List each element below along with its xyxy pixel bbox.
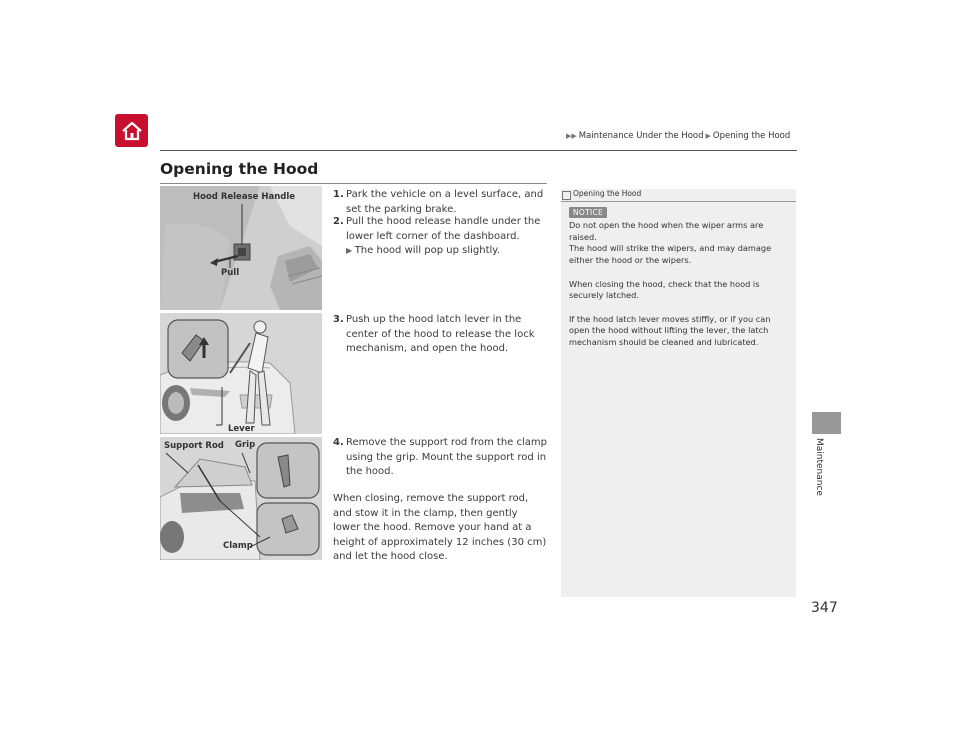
note-divider (561, 201, 796, 202)
hood-release-figure (160, 186, 322, 310)
note-title: Opening the Hood (573, 189, 642, 198)
reference-box-icon (562, 191, 571, 200)
section-tab-marker[interactable] (812, 412, 841, 434)
step-number: 1. (333, 189, 344, 200)
support-rod-figure (160, 437, 322, 560)
figure-label: Pull (221, 268, 240, 278)
note-sidebar (561, 189, 796, 597)
breadcrumb-arrow-icon: ▶ (705, 132, 711, 140)
note-paragraph: When closing the hood, check that the hood is securely latched. (569, 278, 760, 301)
note-header (561, 189, 796, 201)
step-text: Remove the support rod from the clamp using the grip. Mount the support rod in the hood. (346, 437, 547, 477)
figure-label: Hood Release Handle (193, 192, 296, 202)
page-title: Opening the Hood (160, 160, 319, 178)
breadcrumb (566, 131, 790, 141)
step-2 (333, 215, 547, 259)
breadcrumb-item[interactable]: Opening the Hood (712, 131, 791, 141)
title-divider (160, 183, 547, 184)
header-divider (160, 150, 797, 151)
step-number: 3. (333, 314, 344, 325)
step-number: 2. (333, 216, 344, 227)
step-number: 4. (333, 437, 344, 448)
note-paragraph: If the hood latch lever moves stiffly, or if you can open the hood without lifting the lever, the latch mechanism should be cleaned and lubricated. (569, 313, 771, 347)
result-arrow-icon: ▶ (346, 246, 355, 255)
hood-latch-illustration (160, 313, 322, 434)
breadcrumb-arrow-icon: ▶▶ (566, 132, 577, 140)
step-1 (333, 188, 547, 217)
home-icon (120, 120, 144, 142)
page-number: 347 (811, 600, 838, 616)
breadcrumb-item[interactable]: Maintenance Under the Hood (578, 131, 704, 141)
hood-release-illustration (160, 186, 322, 310)
step-3 (333, 313, 547, 357)
figure-label: Clamp (223, 541, 253, 551)
step-result-text: The hood will pop up slightly. (354, 245, 500, 256)
notice-badge: NOTICE (569, 207, 607, 218)
step-4 (333, 436, 547, 480)
hood-latch-figure (160, 313, 322, 434)
step-text: Push up the hood latch lever in the center of the hood to release the lock mechanism, and open the hood. (346, 314, 535, 354)
step-text: Pull the hood release handle under the lower left corner of the dashboard. (346, 216, 541, 242)
figure-label: Lever (228, 424, 255, 434)
home-button[interactable] (115, 114, 148, 147)
figure-label: Grip (235, 440, 256, 450)
step-text: Park the vehicle on a level surface, and set the parking brake. (346, 189, 544, 215)
step-result (333, 244, 547, 259)
figure-label: Support Rod (164, 441, 224, 451)
closing-instructions: When closing, remove the support rod, and stow it in the clamp, then gently lower the hood. Remove your hand at a height of approximately 12 inches (30 cm) and let the hood close. (333, 493, 547, 562)
note-body (569, 220, 789, 360)
note-paragraph: Do not open the hood when the wiper arms are raised. The hood will strike the wipers, and may damage either the hood or the wipers. (569, 220, 772, 266)
section-tab-label: Maintenance (814, 438, 824, 496)
